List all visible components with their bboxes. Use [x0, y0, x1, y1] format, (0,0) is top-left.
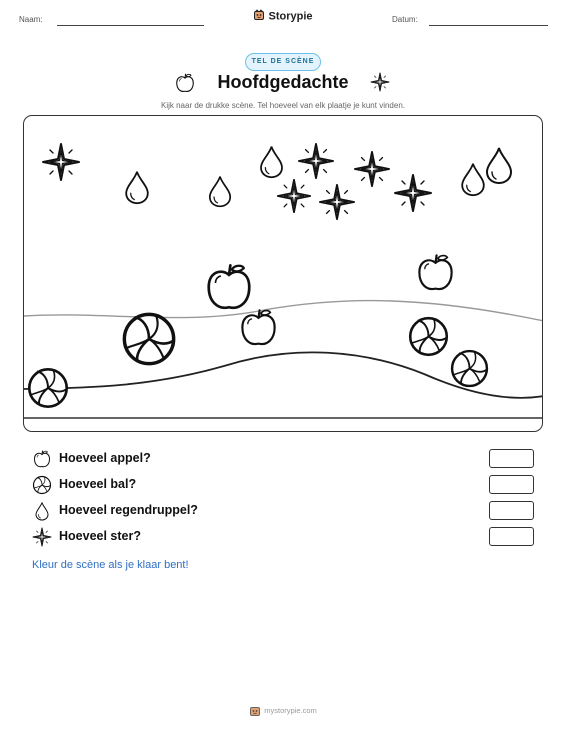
raindrop-icon: [32, 501, 52, 521]
name-line[interactable]: [57, 25, 204, 26]
ball-icon: [124, 314, 173, 363]
raindrop-icon: [261, 147, 282, 178]
question-text: Hoeveel ster?: [59, 529, 141, 543]
apple-icon: [242, 310, 274, 344]
apple-icon: [419, 255, 451, 289]
question-star: [32, 527, 542, 547]
footer: [0, 705, 566, 717]
question-text: Hoeveel regendruppel?: [59, 503, 198, 517]
name-label: Naam:: [19, 15, 43, 24]
question-text: Hoeveel bal?: [59, 477, 137, 491]
brand: [0, 9, 566, 24]
question-apple: [32, 449, 542, 469]
star-icon: [355, 152, 389, 186]
date-line[interactable]: [429, 25, 548, 26]
hill-line-back: [24, 301, 543, 321]
scene-illustration: [24, 116, 543, 432]
star-icon: [299, 144, 333, 178]
title-row: [0, 72, 566, 96]
ball-icon: [29, 369, 66, 406]
storypie-logo-icon: [249, 705, 261, 717]
brand-name: Storypie: [268, 10, 313, 23]
page-title: Hoofdgedachte: [217, 72, 349, 92]
question-raindrop: [32, 501, 542, 521]
star-icon: [278, 180, 310, 212]
question-text: Hoeveel appel?: [59, 451, 151, 465]
star-icon: [43, 144, 79, 180]
ball-icon: [32, 475, 52, 495]
star-icon: [32, 527, 52, 547]
apple-icon: [32, 449, 52, 469]
star-icon: [320, 185, 354, 219]
star-icon: [370, 72, 390, 92]
ball-icon: [452, 351, 487, 386]
scene-badge: TEL DE SCÈNE: [245, 53, 321, 71]
raindrop-icon: [487, 148, 511, 183]
ball-icon: [410, 318, 447, 355]
answer-box-star[interactable]: [489, 527, 534, 546]
coloring-note: Kleur de scène als je klaar bent!: [32, 559, 189, 571]
instructions: Kijk naar de drukke scène. Tel hoeveel van elk plaatje je kunt vinden.: [160, 101, 405, 110]
star-icon: [395, 175, 431, 211]
counting-scene: [23, 115, 543, 432]
answer-box-ball[interactable]: [489, 475, 534, 494]
date-label: Datum:: [392, 15, 418, 24]
raindrop-icon: [126, 172, 148, 204]
answer-box-apple[interactable]: [489, 449, 534, 468]
storypie-logo-icon: [253, 9, 265, 24]
raindrop-icon: [210, 177, 230, 207]
question-ball: [32, 475, 542, 495]
footer-url[interactable]: mystorypie.com: [264, 705, 317, 715]
apple-icon: [209, 265, 250, 307]
answer-box-raindrop[interactable]: [489, 501, 534, 520]
raindrop-icon: [462, 164, 484, 196]
